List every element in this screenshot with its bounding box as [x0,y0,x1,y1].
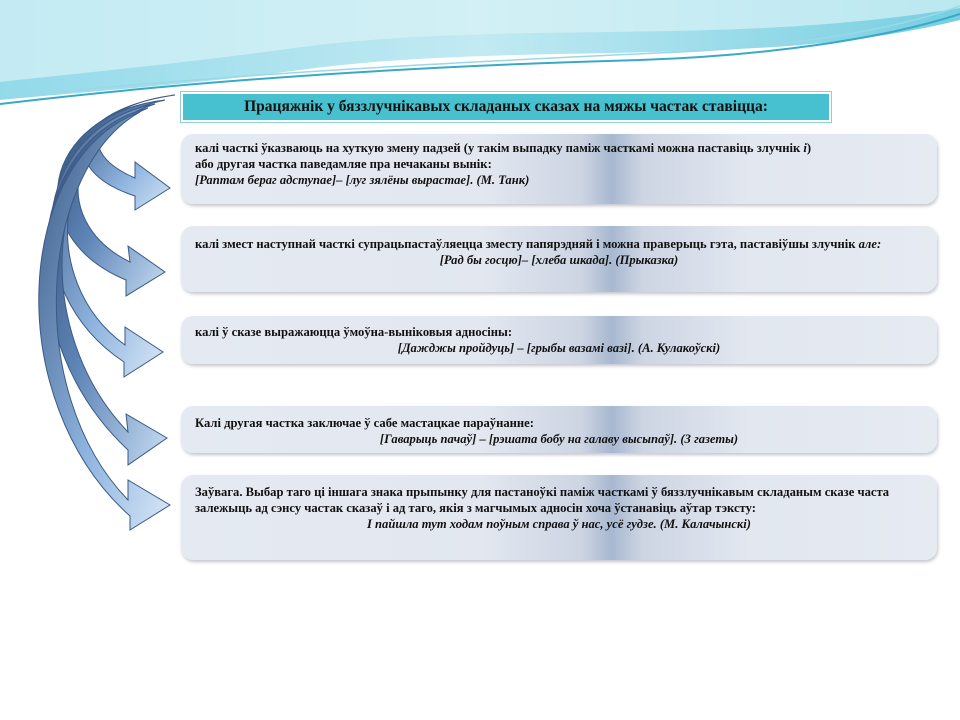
rule-box-4 [181,406,937,453]
rule-example: [Гаварыць пачаў] – [рэшата бобу на галаву высыпаў]. (З газеты) [379,432,739,446]
rule-text: калі часткі ўказваюць на хуткую змену падзей (у такім выпадку паміж часткамі можна паставіць злучнік [195,141,804,155]
title-bar [181,92,831,122]
note-example: І пайшла тут ходам поўным справа ў нас, усё гудзе. (М. Калачынскі) [367,517,751,531]
rule-conjunction: але: [858,237,882,251]
rule-conjunction: і [803,141,807,155]
rule-text: Калі другая частка заключае ў сабе мастацкае параўнанне: [195,416,534,430]
note-box [181,475,937,560]
rule-text: калі ў сказе выражаюцца ўмоўна-выніковыя адносіны: [195,325,513,339]
rule-box-2 [181,226,937,292]
note-text: Заўвага. Выбар таго ці іншага знака прыпынку для пастаноўкі паміж часткамі ў бяззлучнікавым складаным сказе часта залежыць ад сэнсу частак сказаў і ад таго, якія з магчымых адносін хоча ўстанавіць аўтар тэксту: [195,485,890,515]
rule-text: калі змест наступнай часткі супрацьпастаўляецца зместу папярэдняй і можна праверыць гэта, паставіўшы злучнік [195,237,859,251]
rule-example: [Рад бы госцю]– [хлеба шкада]. (Прыказка) [439,253,679,267]
rule-text-line2: або другая частка паведамляе пра нечаканы вынік: [195,157,492,171]
rule-example: [Раптам бераг адступае]– [луг зялёны вырастае]. (М. Танк) [195,173,530,187]
rule-box-1 [181,134,937,204]
page-title: Працяжнік у бяззлучнікавых складаных сказах на мяжы частак ставіцца: [244,98,768,115]
rule-text-end: ) [806,141,812,155]
rule-box-3 [181,316,937,364]
rule-example: [Дажджы пройдуць] – [грыбы вазамі вазі]. (А. Кулакоўскі) [397,341,721,355]
